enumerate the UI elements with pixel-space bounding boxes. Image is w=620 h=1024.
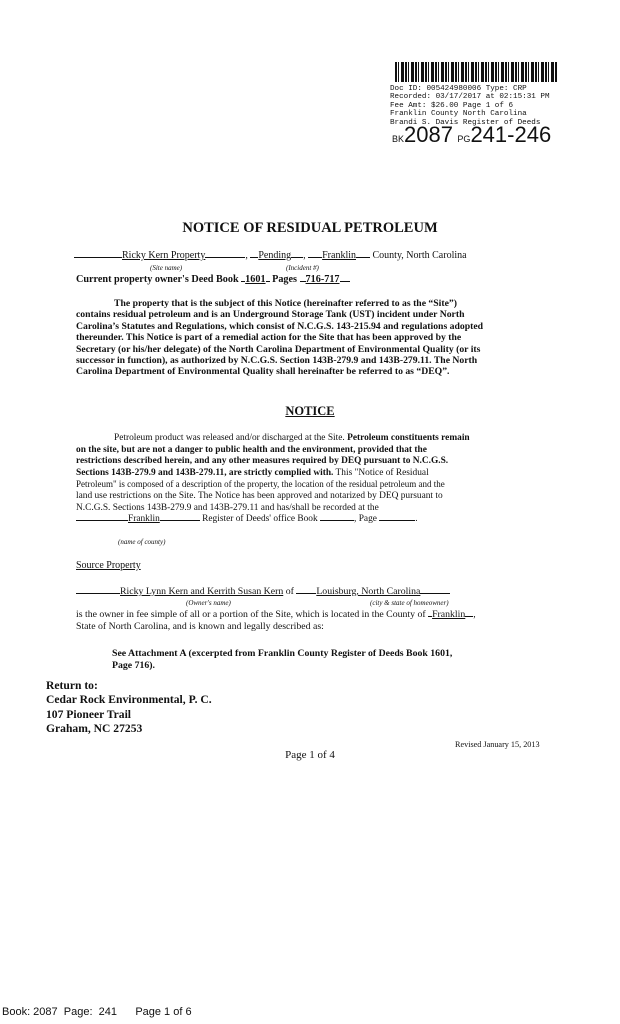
viewer-footer: Book: 2087 Page: 241 Page 1 of 6: [2, 1006, 192, 1018]
return-city: Graham, NC 27253: [46, 722, 143, 736]
county-caption: (name of county): [118, 538, 166, 546]
county-suffix: County, North Carolina: [372, 250, 467, 261]
source-property-heading: Source Property: [76, 560, 141, 571]
stamp-register: Brandi S. Davis Register of Deeds: [390, 118, 541, 127]
notice-line: Sections 143B-279.9 and 143B-279.11, are strictly complied with.: [76, 467, 334, 478]
intro-line: contains residual petroleum and is an Underground Storage Tank (UST) incident under North: [76, 309, 465, 321]
notice-line: Petroleum product was released and/or discharged at the Site.: [114, 433, 348, 443]
page-range: 241-246: [470, 122, 552, 147]
owner-row: [76, 586, 450, 597]
notice-heading: NOTICE: [285, 404, 335, 418]
site-name-caption: (Site name): [150, 264, 183, 272]
recording-stamp: [390, 85, 600, 127]
notice-line: on the site, but are not a danger to public health and the environment, provided that the: [76, 444, 427, 455]
document-title: NOTICE OF RESIDUAL PETROLEUM: [182, 220, 438, 236]
register-text: Register of Deeds' office Book: [202, 514, 318, 525]
owner-name: Ricky Lynn Kern and Kerrith Susan Kern: [120, 586, 284, 597]
revised-date: Revised January 15, 2013: [455, 740, 540, 749]
attachment-line: Page 716).: [112, 659, 155, 671]
page-label: , Page: [354, 514, 377, 525]
intro-line: Secretary (or his/her delegate) of the North Carolina Department of Environmental Quality (or its: [76, 343, 481, 355]
book-number: 2087: [404, 122, 453, 147]
owner-county-row: is the owner in fee simple of all or a portion of the Site, which is located in the County of Franklin ,: [76, 609, 476, 620]
owner-location: Louisburg, North Carolina: [316, 586, 421, 597]
stamp-recorded: Recorded: 03/17/2017 at 02:15:31 PM: [390, 93, 550, 102]
page-number: Page 1 of 4: [285, 749, 335, 761]
notice-line: Petroleum constituents remain: [347, 433, 470, 443]
intro-line: successor in function), as authorized by N.C.G.S. Section 143B-279.9 and 143B-279.11. The North: [76, 355, 478, 367]
notice-line: land use restrictions on the Site. The Notice has been approved and notarized by DEQ pursuant to: [76, 490, 443, 501]
notice-line: N.C.G.S. Sections 143B-279.9 and 143B-279.11 and has/shall be recorded at the: [76, 502, 379, 513]
site-county: Franklin: [322, 250, 356, 261]
incident-number: Pending: [258, 250, 292, 261]
return-to-block: [46, 679, 212, 737]
attachment-line: See Attachment A (excerpted from Franklin County Register of Deeds Book 1601,: [112, 648, 453, 659]
return-company: Cedar Rock Environmental, P. C.: [46, 693, 212, 707]
incident-caption: (Incident #): [286, 264, 319, 272]
of-label: of: [285, 586, 294, 597]
deed-book: 1601: [245, 274, 266, 285]
pg-prefix: PG: [457, 134, 471, 144]
stamp-doc-id: Doc ID: 005424980006 Type: CRP: [390, 85, 527, 93]
notice-line: Petroleum" is composed of a description of the property, the location of the residual petroleum and the: [76, 479, 445, 490]
owner-line-text: is the owner in fee simple of all or a portion of the Site, which is located in the County of: [76, 609, 426, 620]
notice-county: Franklin: [128, 514, 160, 525]
intro-paragraph: [76, 298, 566, 378]
owner-state-line: State of North Carolina, and is known and legally described as:: [76, 621, 324, 632]
bk-prefix: BK: [392, 134, 405, 144]
deed-label: Current property owner's Deed Book: [76, 274, 239, 285]
site-name: Ricky Kern Property: [122, 250, 206, 261]
recording-barcode: [395, 62, 557, 82]
book-page-stamp: [392, 122, 551, 148]
return-to-label: Return to:: [46, 679, 98, 692]
deed-pages: 716-717: [305, 274, 340, 285]
intro-line: Carolina Department of Environmental Quality shall hereinafter be referred to as “DEQ”.: [76, 366, 450, 378]
return-street: 107 Pioneer Trail: [46, 707, 132, 721]
stamp-county: Franklin County North Carolina: [390, 110, 527, 119]
location-caption: (city & state of homeowner): [370, 599, 449, 607]
intro-line: Carolina’s Statutes and Regulations, which consist of N.C.G.S. 143-215.94 and regulations adopted: [76, 320, 484, 332]
site-row: Ricky Kern Property , Pending , Franklin County, North Carolina: [74, 250, 554, 261]
attachment-note: [112, 648, 452, 671]
pages-label: Pages: [272, 274, 297, 285]
owner-county: Franklin: [432, 609, 466, 620]
notice-line: This "Notice of Residual: [333, 467, 429, 478]
deed-row: [76, 274, 350, 285]
notice-paragraph: Petroleum product was released and/or discharged at the Site. Petroleum constituents remain on the site, but are not a danger to public health and the environment, provided that the restrictions described herein, and any other measures required by DEQ pursuant to N.C.G.S. Sections 143B-279.9 and 143B-279.11, are strictly complied with. This "Notice of Residual Petroleum" is composed of a description of the property, the location of the residual petroleum and the land use restrictions on the Site. The Notice has been approved and notarized by DEQ pursuant to N.C.G.S. Sections 143B-279.9 and 143B-279.11 and has/shall be recorded at the Franklin Register of Deeds' office Book , Page .: [76, 433, 566, 526]
notice-line: restrictions described herein, and any other measures required by DEQ pursuant to N.C.G.S.: [76, 456, 449, 467]
owner-caption: (Owner's name): [186, 599, 231, 607]
stamp-fee: Fee Amt: $26.00 Page 1 of 6: [390, 101, 514, 110]
intro-line: The property that is the subject of this Notice (hereinafter referred to as the “Site”): [114, 298, 457, 309]
intro-line: thereunder. This Notice is part of a remedial action for the Site that has been approved by the: [76, 332, 462, 344]
